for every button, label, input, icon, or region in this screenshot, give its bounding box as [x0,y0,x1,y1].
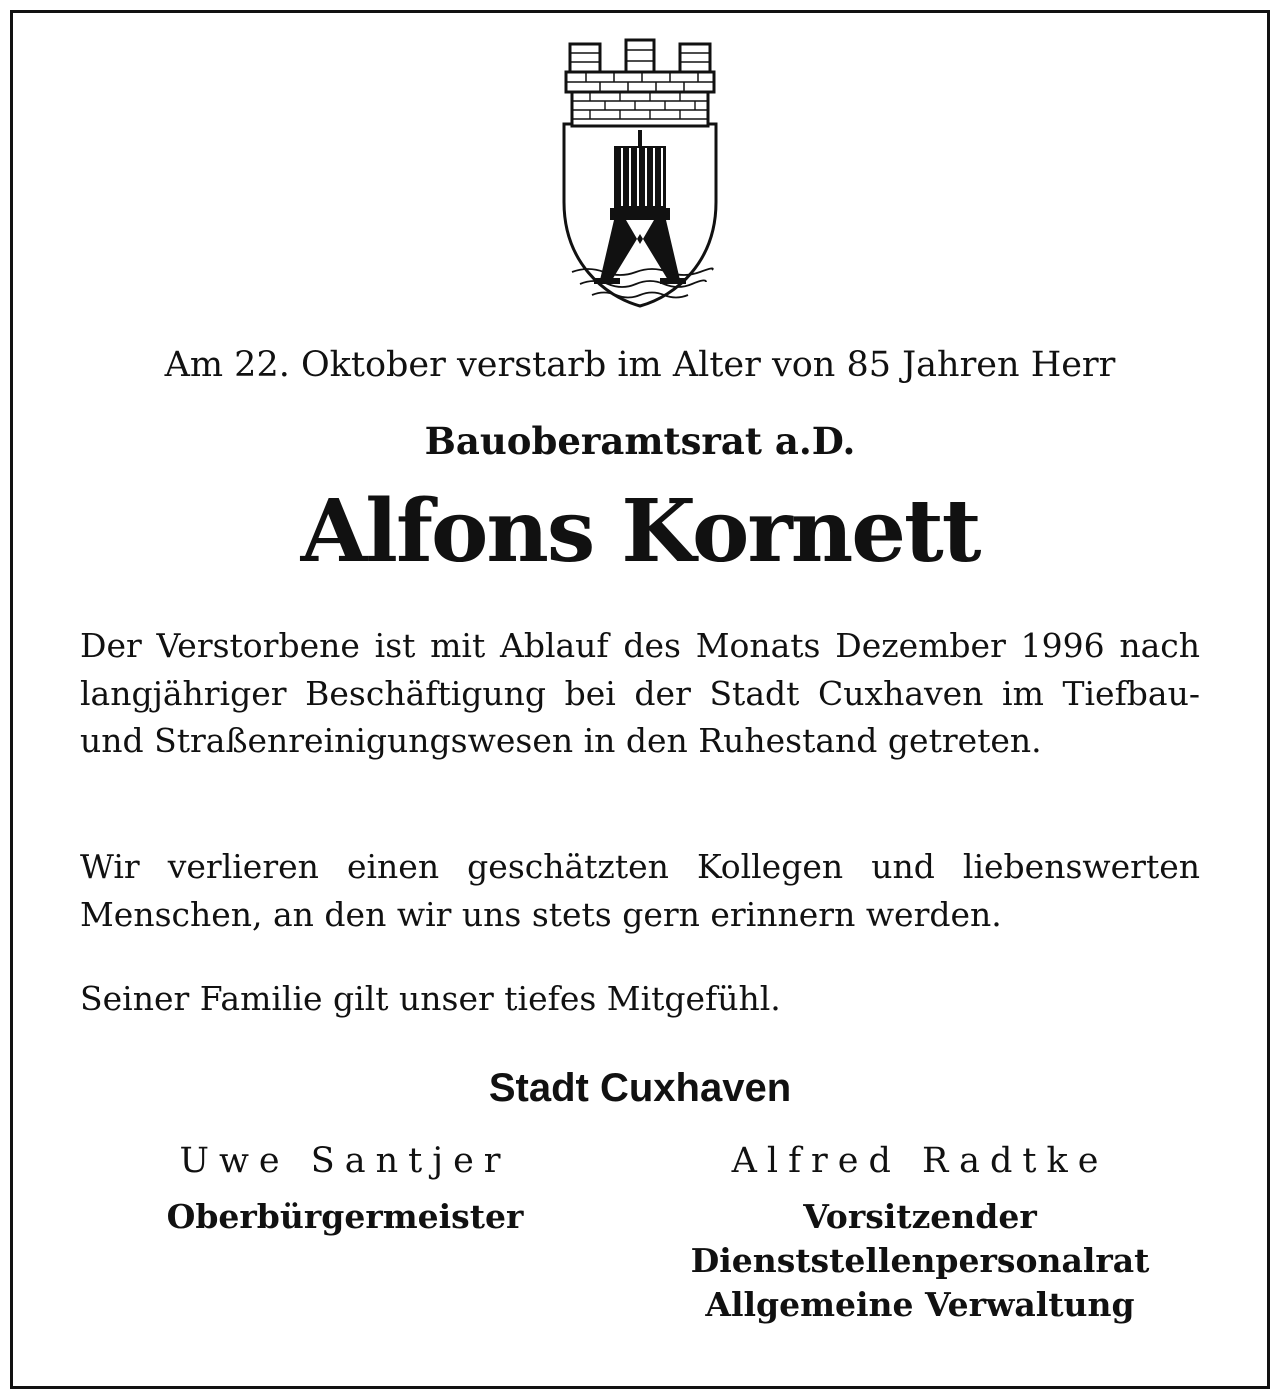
sender-city: Stadt Cuxhaven [488,1066,792,1110]
signatory-name: Alfred Radtke [731,1141,1109,1181]
signatory-title-line: Dienststellenpersonalrat [690,1241,1150,1280]
signatory-name: Uwe Santjer [179,1141,511,1181]
tribute-paragraph: Wir verlieren einen geschätzten Kollegen und liebenswerten Menschen, an den wir uns stets gern erinnern werden. [80,847,1200,934]
signatory-right [640,1135,1200,1327]
signatory-left [70,1135,620,1239]
signatory-title [70,1195,620,1239]
signatory-title-line: Allgemeine Verwaltung [705,1285,1135,1324]
biography-paragraph: Der Verstorbene ist mit Ablauf des Monats Dezember 1996 nach langjähriger Beschäftigung bei der Stadt Cuxhaven im Tiefbau- und Straßenreinigungswesen in den Ruhestand getreten. [80,626,1200,760]
signatory-title [640,1195,1200,1327]
death-announcement-line: Am 22. Oktober verstarb im Alter von 85 Jahren Herr [164,345,1116,385]
signatory-title-line: Vorsitzender [803,1197,1037,1236]
signatory-title-line: Oberbürgermeister [166,1197,524,1236]
cuxhaven-coat-of-arms-icon [550,34,730,310]
deceased-name: Alfons Kornett [300,481,980,582]
condolence-paragraph: Seiner Familie gilt unser tiefes Mitgefühl. [80,979,781,1018]
deceased-rank: Bauoberamtsrat a.D. [424,419,856,463]
